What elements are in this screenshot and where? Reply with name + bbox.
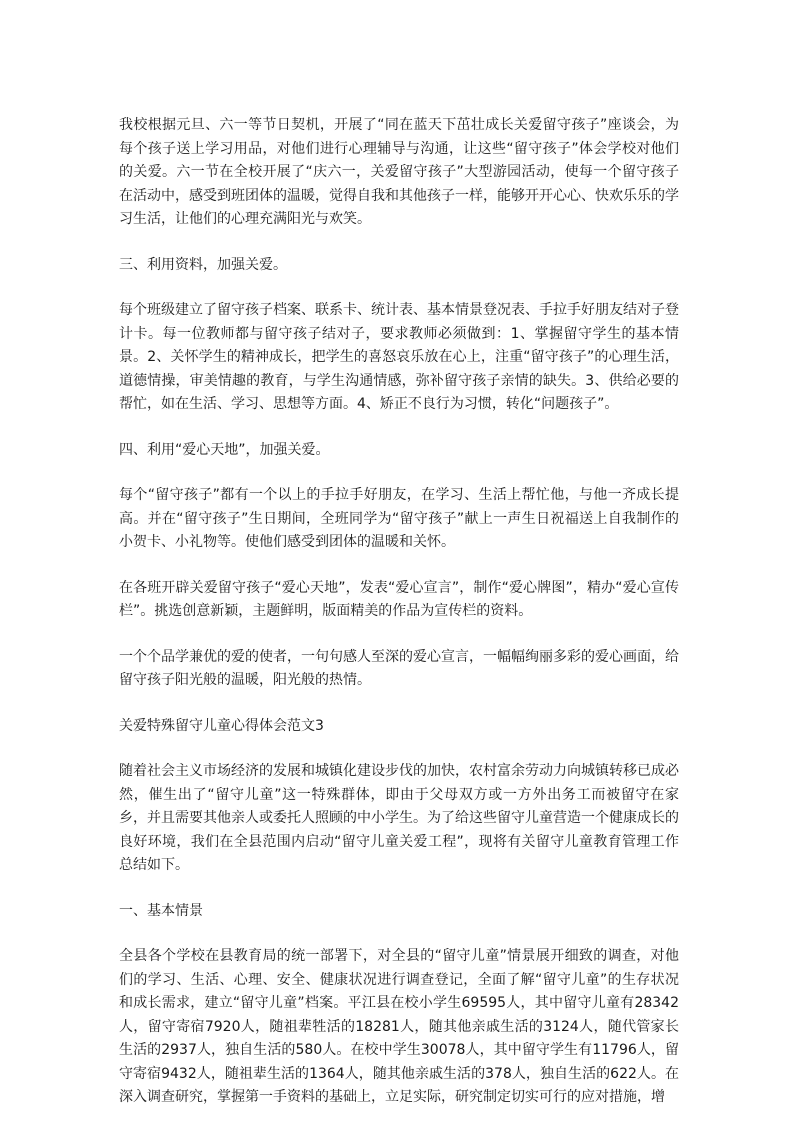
paragraph-buddy-program: 每个“留守孩子”都有一个以上的手拉手好朋友，在学习、生活上帮忙他，与他一齐成长提高。并在“留守孩子”生日期间，全班同学为“留守孩子”献上一声生日祝福送上自我制作的小贺卡、小礼物等。使他们感受到团体的温暖和关怀。 [119, 487, 679, 550]
paragraph-festival-activities: 我校根据元旦、六一等节日契机，开展了“同在蓝天下茁壮成长关爱留守孩子”座谈会，为每个孩子送上学习用品，对他们进行心理辅导与沟通，让这些“留守孩子”体会学校对他们的关爱。六一节在全校开展了“庆六一，关爱留守孩子”大型游园活动，使每一个留守孩子在活动中，感受到班团体的温暖，觉得自我和其他孩子一样，能够开开心心、快欢乐乐的学习生活，让他们的心理充满阳光与欢笑。 [119, 117, 679, 227]
paragraph-ambassadors: 一个个品学兼优的爱的使者，一句句感人至深的爱心宣言，一幅幅绚丽多彩的爱心画面，给留守孩子阳光般的温暖，阳光般的热情。 [119, 648, 679, 688]
paragraph-introduction: 随着社会主义市场经济的发展和城镇化建设步伐的加快，农村富余劳动力向城镇转移已成必然，催生出了“留守儿童”这一特殊群体，即由于父母双方或一方外出务工而被留守在家乡，并且需要其他亲人或委托人照顾的中小学生。为了给这些留守儿童营造一个健康成长的良好环境，我们在全县范围内启动“留守儿童关爱工程”，现将有关留守儿童教育管理工作总结如下。 [119, 763, 679, 873]
section-heading-1: 一、基本情景 [119, 902, 203, 919]
document-body [119, 114, 679, 1132]
article-title-sample-3: 关爱特殊留守儿童心得体会范文3 [119, 717, 324, 734]
section-heading-4: 四、利用“爱心天地”，加强关爱。 [119, 441, 330, 458]
paragraph-class-records: 每个班级建立了留守孩子档案、联系卡、统计表、基本情景登况表、手拉手好朋友结对子登计卡。每一位教师都与留守孩子结对子，要求教师必须做到：1、掌握留守学生的基本情景。2、关怀学生的精神成长，把学生的喜怒哀乐放在心上，注重“留守孩子”的心理生活，道德情操，审美情趣的教育，与学生沟通情感，弥补留守孩子亲情的缺失。3、供给必要的帮忙，如在生活、学习、思想等方面。4、矫正不良行为习惯，转化“问题孩子”。 [119, 302, 679, 412]
paragraph-love-corner: 在各班开辟关爱留守孩子“爱心天地”，发表“爱心宣言”，制作“爱心牌图”，精办“爱心宣传栏”。挑选创意新颖，主题鲜明，版面精美的作品为宣传栏的资料。 [119, 579, 679, 619]
section-heading-3: 三、利用资料，加强关爱。 [119, 256, 287, 273]
paragraph-statistics: 全县各个学校在县教育局的统一部署下，对全县的“留守儿童”情景展开细致的调查，对他们的学习、生活、心理、安全、健康状况进行调查登记，全面了解“留守儿童”的生存状况和成长需求，建立“留守儿童”档案。平江县在校小学生69595人，其中留守儿童有28342人，留守寄宿7920人，随祖辈牲活的18281人，随其他亲戚生活的3124人，随代管家长生活的2937人，独自生活的580人。在校中学生30078人，其中留守学生有11796人，留守寄宿9432人，随祖辈生活的1364人，随其他亲戚生活的378人，独自生活的622人。在深入调查研究，掌握第一手资料的基础上，立足实际，研究制定切实可行的应对措施，增 [119, 948, 679, 1105]
